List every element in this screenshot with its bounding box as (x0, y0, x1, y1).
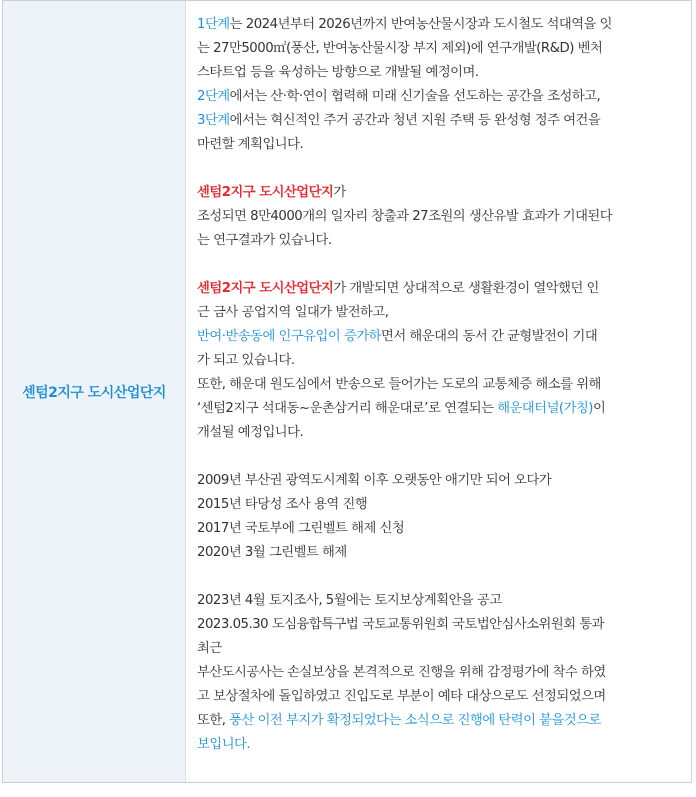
text-line: 2015년 타당성 조사 용역 진행 (197, 497, 368, 512)
body-text: 가 개발되면 상대적으로 생활환경이 열악했던 인 (333, 281, 599, 296)
content-cell (186, 1, 691, 782)
highlight-text: 1단계 (197, 17, 230, 32)
text-line: 마련할 계획입니다. (197, 137, 304, 152)
emphasis-text: 센텀2지구 도시산업단지 (197, 185, 334, 200)
text-line: 2023년 4월 토지조사, 5월에는 토지보상계획안을 공고 (197, 593, 502, 608)
text-line: 또한, 해운대 원도심에서 반송으로 들어가는 도로의 교통체증 해소를 위해 (197, 377, 601, 392)
highlight-text: 2단계 (197, 89, 230, 104)
body-text: 또한, (197, 713, 230, 728)
highlight-text: 풍산 이전 부지가 확정되었다는 소식으로 진행에 탄력이 붙을것으로 (229, 713, 601, 728)
section-label: 센텀2지구 도시산업단지 (22, 384, 166, 401)
highlight-text: 해운대터널(가칭) (497, 401, 593, 416)
text-line (197, 109, 681, 133)
body-text: 는 2024년부터 2026년까지 반여농산물시장과 도시철도 석대역을 잇 (229, 17, 612, 32)
text-line: 2009년 부산권 광역도시계획 이후 오랫동안 애기만 되어 오다가 (197, 473, 552, 488)
text-line: 고 보상절차에 돌입하였고 진입도로 부분이 예타 대상으로도 선정되었으며 (197, 689, 606, 704)
text-line: 가 되고 있습니다. (197, 353, 295, 368)
emphasis-text: 센텀2지구 도시산업단지 (197, 281, 334, 296)
body-text: 에서는 혁신적인 주거 공간과 청년 지원 주택 등 완성형 정주 여건을 (229, 113, 601, 128)
text-line: 조성되면 8만4000개의 일자리 창출과 27조원의 생산유발 효과가 기대된다 (197, 209, 613, 224)
text-line (197, 181, 681, 205)
text-line: 2023.05.30 도심융합특구법 국토교통위원회 국토법안심사소위원회 통과 (197, 617, 605, 632)
text-line: 근 금사 공업지역 일대가 발전하고, (197, 305, 389, 320)
text-line: 는 27만5000㎡(풍산, 반여농산물시장 부지 제외)에 연구개발(R&D) 벤처 (197, 41, 603, 56)
text-line: 최근 (197, 641, 222, 656)
body-text: ‘센텀2지구 석대동~운촌삼거리 해운대로’로 연결되는 (197, 401, 498, 416)
section-label-cell (3, 1, 186, 782)
text-line: 개설될 예정입니다. (197, 425, 304, 440)
highlight-text: 3단계 (197, 113, 230, 128)
text-line (197, 709, 681, 733)
text-line: 는 연구결과가 있습니다. (197, 233, 332, 248)
text-line: 보입니다. (197, 737, 251, 752)
text-line (197, 325, 681, 349)
text-line (197, 397, 681, 421)
body-text: 에서는 산·학·연이 협력해 미래 신기술을 선도하는 공간을 조성하고, (229, 89, 601, 104)
body-text: 면서 해운대의 동서 간 균형발전이 기대 (381, 329, 598, 344)
text-line: 2017년 국토부에 그린벨트 해제 신청 (197, 521, 405, 536)
highlight-text: 반여·반송동에 인구유입이 증가하 (197, 329, 382, 344)
text-line: 스타트업 등을 육성하는 방향으로 개발될 예정이며. (197, 65, 479, 80)
text-line: 부산도시공사는 손실보상을 본격적으로 진행을 위해 감정평가에 착수 하였 (197, 665, 606, 680)
text-line (197, 85, 681, 109)
body-text: 이 (593, 401, 606, 416)
text-line (197, 277, 681, 301)
text-line (197, 13, 681, 37)
info-table (2, 0, 692, 783)
body-text: 가 (333, 185, 346, 200)
text-line: 2020년 3월 그린벨트 해제 (197, 545, 347, 560)
